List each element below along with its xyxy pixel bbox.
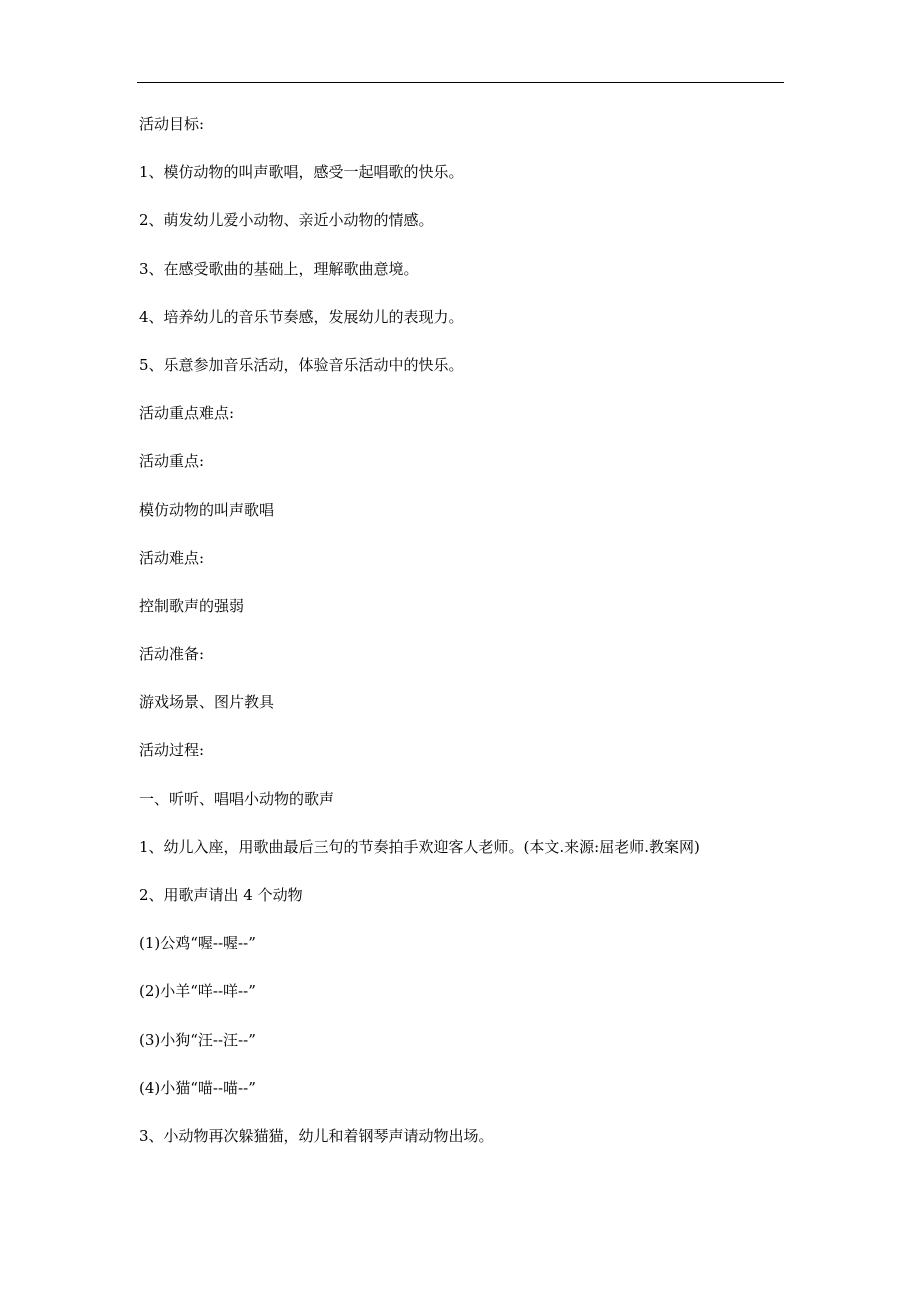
animal-item: (1)公鸡“喔--喔--” (139, 934, 256, 953)
process-item: 1、幼儿入座，用歌曲最后三句的节奏拍手欢迎客人老师。(本文.来源:屈老师.教案网) (139, 837, 700, 856)
process-item: 3、小动物再次躲猫猫，幼儿和着钢琴声请动物出场。 (139, 1126, 494, 1145)
animal-item: (3)小狗“汪--汪--” (139, 1030, 256, 1049)
section-heading-key-points: 活动重点难点: (139, 404, 235, 423)
header-rule (137, 82, 784, 83)
animal-item: (2)小羊“咩--咩--” (139, 982, 256, 1001)
paragraph: 游戏场景、图片教具 (139, 693, 275, 712)
process-item: 2、用歌声请出 4 个动物 (139, 886, 303, 904)
section-heading-goals: 活动目标: (139, 115, 205, 133)
goal-item: 1、模仿动物的叫声歌唱，感受一起唱歌的快乐。 (139, 163, 464, 182)
paragraph: 控制歌声的强弱 (139, 596, 245, 615)
animal-item: (4)小猫“喵--喵--” (139, 1078, 256, 1097)
section-heading-preparation: 活动准备: (139, 645, 205, 664)
process-step-heading: 一、听听、唱唱小动物的歌声 (139, 789, 335, 808)
goal-item: 2、萌发幼儿爱小动物、亲近小动物的情感。 (139, 211, 434, 230)
subheading-difficulty: 活动难点: (139, 548, 205, 567)
paragraph: 模仿动物的叫声歌唱 (139, 500, 275, 519)
section-heading-process: 活动过程: (139, 741, 205, 760)
goal-item: 3、在感受歌曲的基础上，理解歌曲意境。 (139, 259, 419, 278)
subheading-focus: 活动重点: (139, 452, 205, 471)
goal-item: 5、乐意参加音乐活动，体验音乐活动中的快乐。 (139, 355, 464, 374)
document-body (139, 114, 799, 1174)
goal-item: 4、培养幼儿的音乐节奏感，发展幼儿的表现力。 (139, 307, 464, 326)
